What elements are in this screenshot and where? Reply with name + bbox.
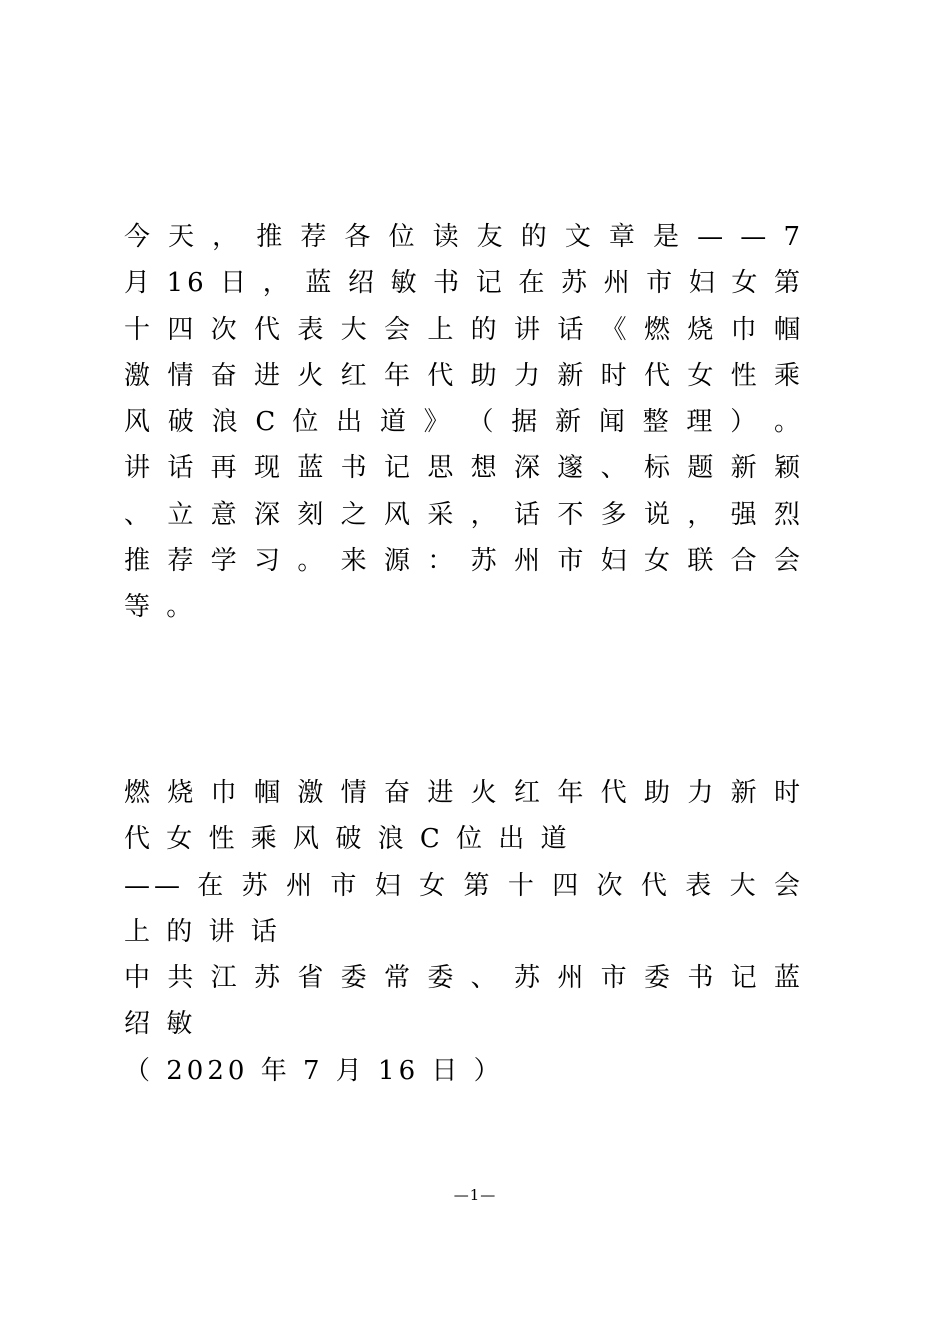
speech-subtitle: —— 在 苏 州 市 妇 女 第 十 四 次 代 表 大 会 上 的 讲 话: [124, 870, 804, 947]
page-number: —1—: [453, 1186, 497, 1204]
speech-date: （ 2020 年 7 月 16 日 ）: [124, 1055, 504, 1086]
speech-title: 燃 烧 巾 帼 激 情 奋 进 火 红 年 代 助 力 新 时 代 女 性 乘 风 破 浪 C 位 出 道: [124, 778, 804, 855]
intro-paragraph: 今 天 ， 推 荐 各 位 读 友 的 文 章 是 — — 7 月 16 日 ， 蓝 绍 敏 书 记 在 苏 州 市 妇 女 第 十 四 次 代 表 大 会 上 的 讲 话 《 燃 烧 巾 帼 激 情 奋 进 火 红 年 代 助 力 新 时 代 女 性 乘 风 破 浪 C 位 出 道 》 （ 据 新 闻 整 理 ） 。 讲 话 再 现 蓝 书 记 思 想 深 邃 、 标 题 新 颖 、 立 意 深 刻 之 风 采 ， 话 不 多 说 ， 强 烈 推 荐 学 习 。 来 源 ： 苏 州 市 妇 女 联 合 会 等 。: [124, 222, 804, 623]
speech-author: 中 共 江 苏 省 委 常 委 、 苏 州 市 委 书 记 蓝 绍 敏: [124, 963, 804, 1040]
speech-heading: [124, 770, 804, 1094]
